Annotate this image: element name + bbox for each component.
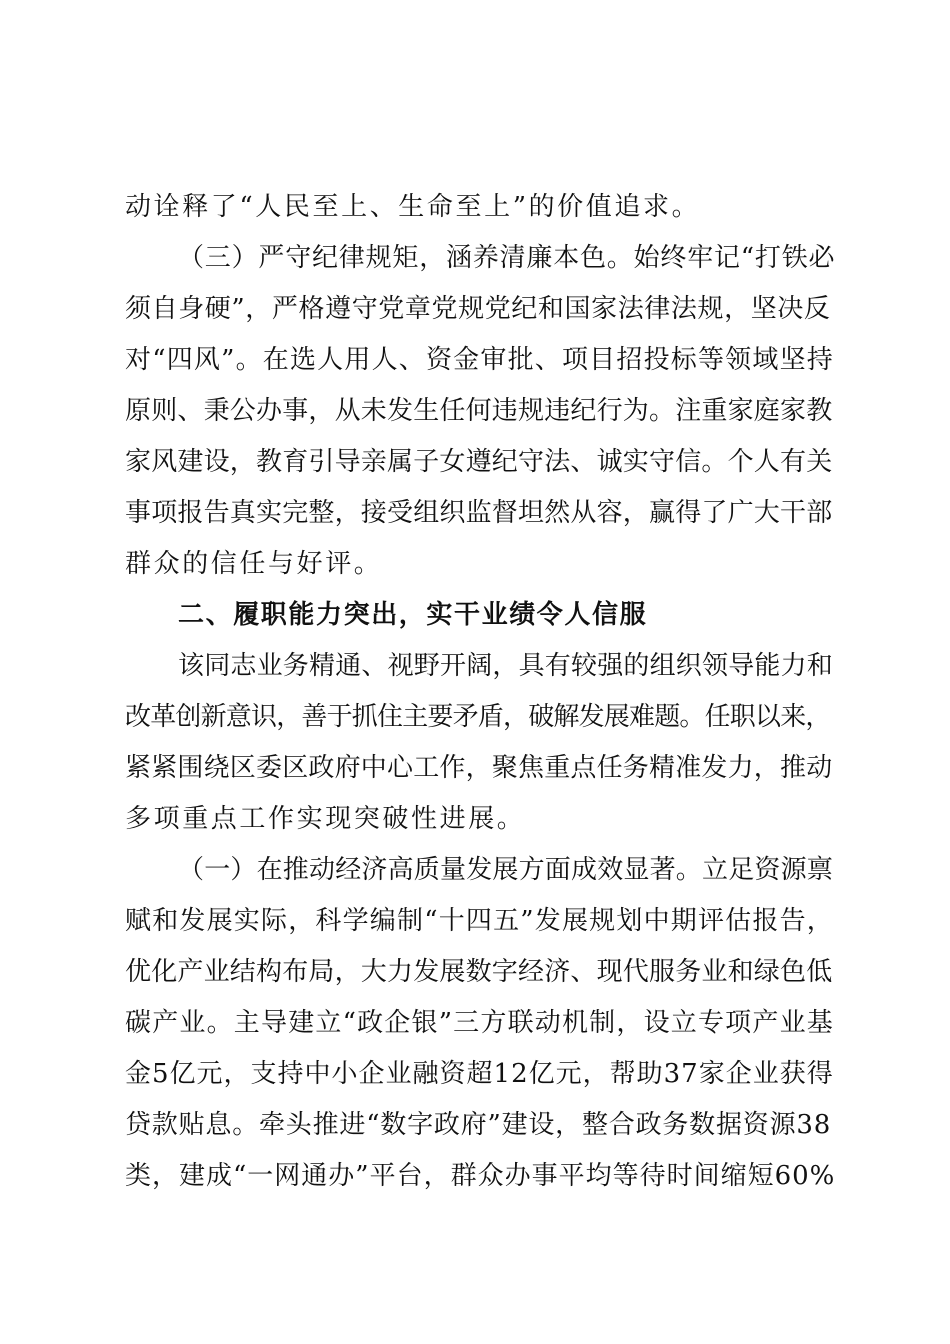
body-text-line: 群众的信任与好评。	[125, 549, 383, 579]
body-text-line: 类，建成“一网通办”平台，群众办事平均等待时间缩短60%	[125, 1161, 836, 1191]
body-text-line: 金5亿元，支持中小企业融资超12亿元，帮助37家企业获得	[125, 1059, 834, 1089]
body-text-line: 事项报告真实完整，接受组织监督坦然从容，赢得了广大干部	[125, 498, 833, 528]
body-text-line: 原则、秉公办事，从未发生任何违规违纪行为。注重家庭家教	[125, 396, 833, 426]
body-text-line: 紧紧围绕区委区政府中心工作，聚焦重点任务精准发力，推动	[125, 753, 833, 783]
section-heading: 二、履职能力突出，实干业绩令人信服	[178, 600, 648, 630]
body-text-line: 贷款贴息。牵头推进“数字政府”建设，整合政务数据资源38	[125, 1110, 832, 1140]
body-text-line: 多项重点工作实现突破性进展。	[125, 804, 526, 834]
body-text-line: 须自身硬”，严格遵守党章党规党纪和国家法律法规，坚决反	[125, 294, 831, 324]
section-heading-paragraph-line: （一）在推动经济高质量发展方面成效显著。立足资源禀	[178, 855, 834, 885]
body-text-line: 优化产业结构布局，大力发展数字经济、现代服务业和绿色低	[125, 957, 833, 987]
body-text-line: 对“四风”。在选人用人、资金审批、项目招投标等领域坚持	[125, 345, 834, 375]
body-text-line: 改革创新意识，善于抓住主要矛盾，破解发展难题。任职以来，	[125, 702, 831, 732]
section-heading-paragraph-line: （三）严守纪律规矩，涵养清廉本色。始终牢记“打铁必	[178, 243, 836, 273]
body-text-line: 动诠释了“人民至上、生命至上”的价值追求。	[125, 192, 701, 222]
body-text-line: 家风建设，教育引导亲属子女遵纪守法、诚实守信。个人有关	[125, 447, 833, 477]
body-text-line: 该同志业务精通、视野开阔，具有较强的组织领导能力和	[178, 651, 834, 681]
body-text-line: 碳产业。主导建立“政企银”三方联动机制，设立专项产业基	[125, 1008, 834, 1038]
body-text-line: 赋和发展实际，科学编制“十四五”发展规划中期评估报告，	[125, 906, 834, 936]
